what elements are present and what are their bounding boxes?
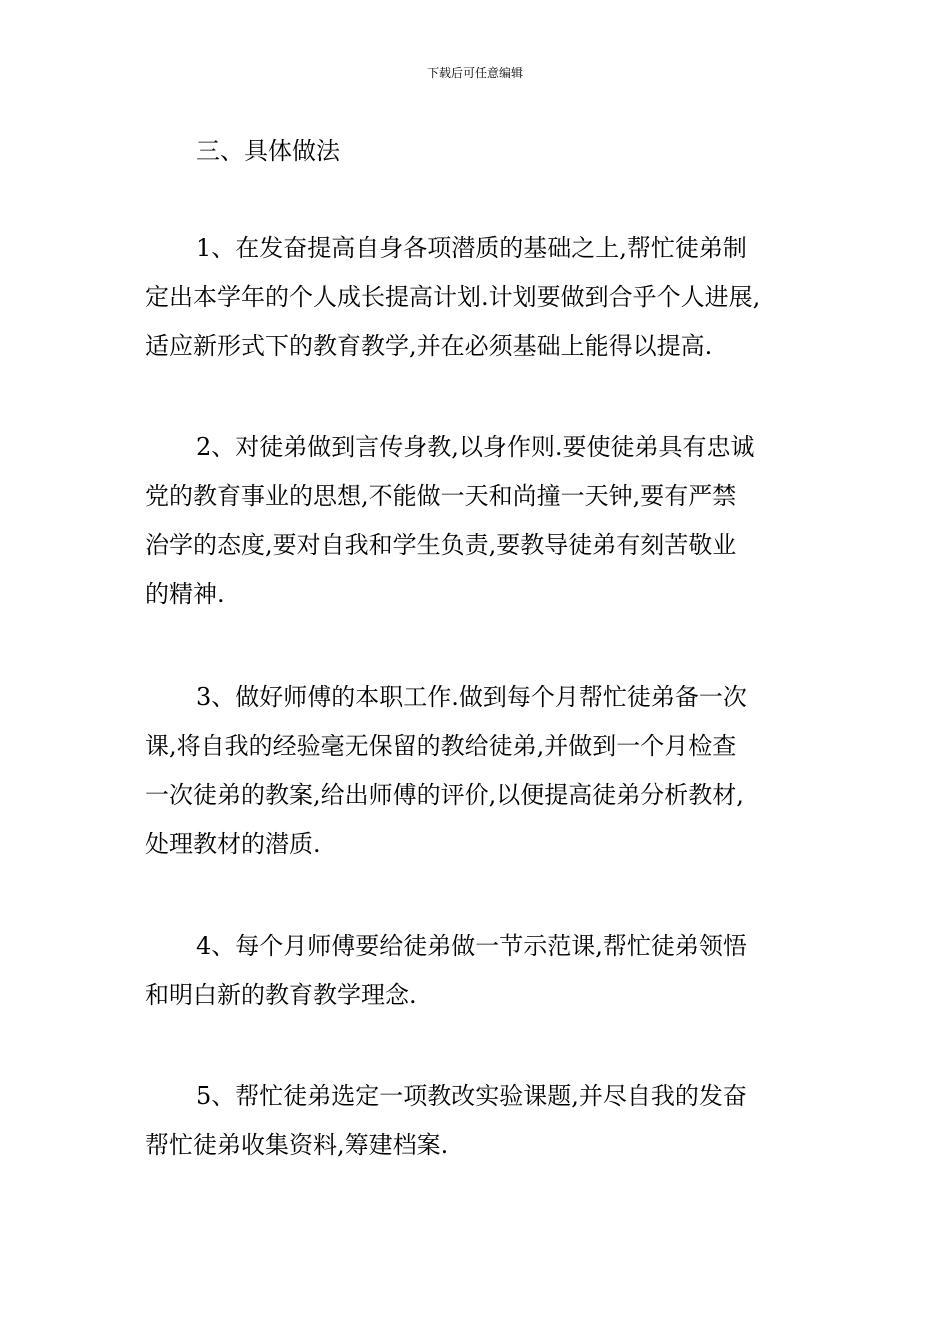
paragraph-line: 3、做好师傅的本职工作.做到每个月帮忙徒弟备一次 (196, 683, 747, 711)
section-title: 三、具体做法 (196, 137, 340, 165)
paragraph-line: 1、在发奋提高自身各项潜质的基础之上,帮忙徒弟制 (196, 234, 747, 262)
paragraph-line: 适应新形式下的教育教学,并在必须基础上能得以提高. (145, 332, 713, 360)
paragraph-3 (145, 679, 825, 875)
paragraph-line: 5、帮忙徒弟选定一项教改实验课题,并尽自我的发奋 (196, 1082, 747, 1110)
paragraph-2 (145, 429, 825, 625)
paragraph-line: 2、对徒弟做到言传身教,以身作则.要使徒弟具有忠诚 (196, 433, 755, 461)
paragraph-4 (145, 928, 825, 1026)
paragraph-1 (145, 230, 825, 377)
header-note: 下载后可任意编辑 (426, 66, 523, 80)
paragraph-line: 4、每个月师傅要给徒弟做一节示范课,帮忙徒弟领悟 (196, 932, 747, 960)
paragraph-line: 党的教育事业的思想,不能做一天和尚撞一天钟,要有严禁 (145, 482, 737, 510)
paragraph-line: 的精神. (145, 580, 225, 608)
paragraph-line: 处理教材的潜质. (145, 830, 321, 858)
paragraph-line: 帮忙徒弟收集资料,筹建档案. (145, 1131, 449, 1159)
paragraph-line: 课,将自我的经验毫无保留的教给徒弟,并做到一个月检查 (145, 732, 737, 760)
paragraph-line: 和明白新的教育教学理念. (145, 981, 417, 1009)
paragraph-line: 一次徒弟的教案,给出师傅的评价,以便提高徒弟分析教材, (145, 781, 744, 809)
paragraph-5 (145, 1078, 825, 1176)
paragraph-line: 治学的态度,要对自我和学生负责,要教导徒弟有刻苦敬业 (145, 531, 737, 559)
paragraph-line: 定出本学年的个人成长提高计划.计划要做到合乎个人进展, (145, 283, 761, 311)
